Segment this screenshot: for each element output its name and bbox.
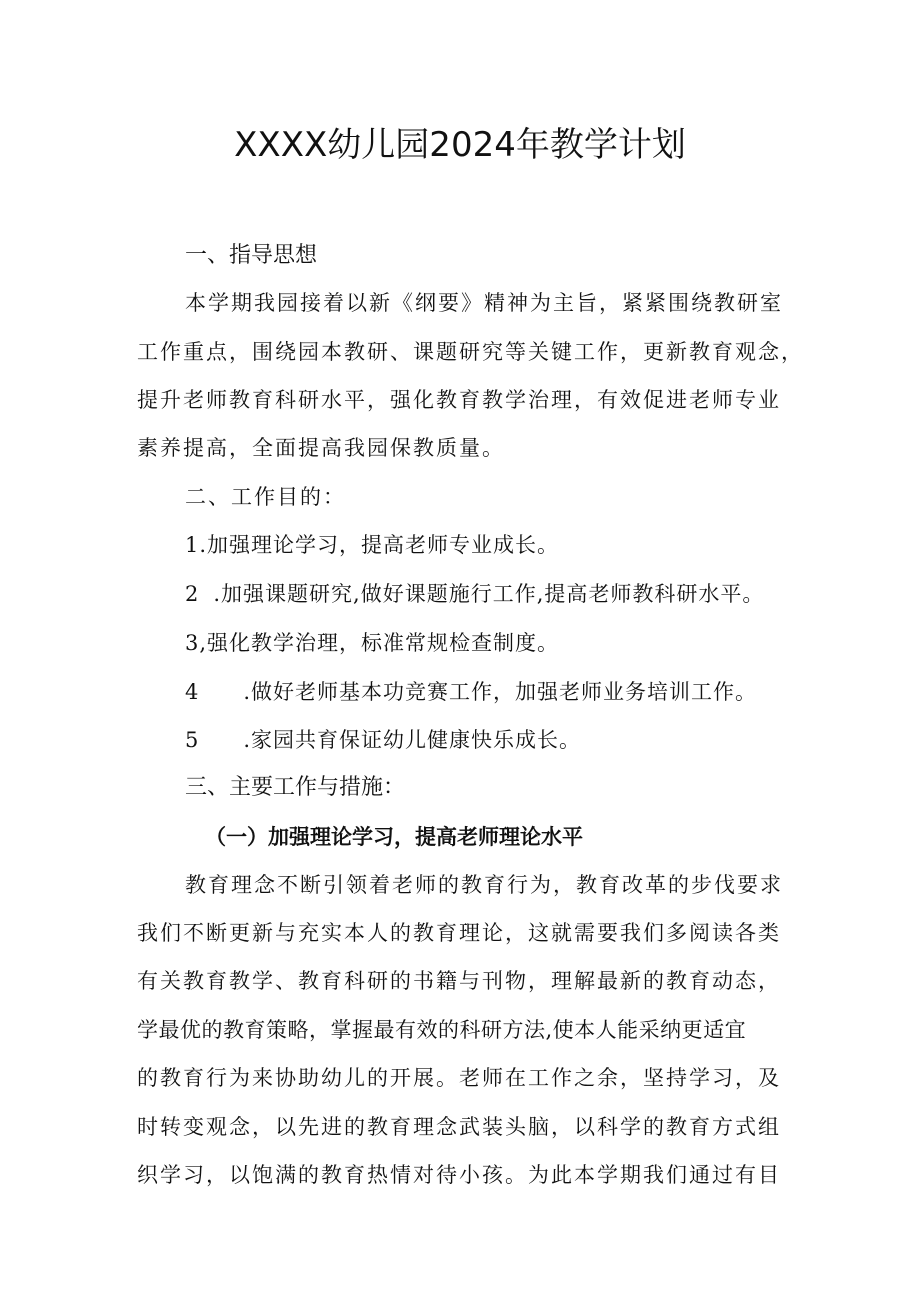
goal-item xyxy=(185,725,581,755)
paragraph-line: 织学习，以饱满的教育热情对待小孩。为此本学期我们通过有目 xyxy=(137,1163,781,1187)
paragraph-line: 本学期我园接着以新《纲要》精神为主旨，紧紧围绕教研室 xyxy=(185,291,783,315)
goal-text: .做好老师基本功竞赛工作，加强老师业务培训工作。 xyxy=(243,680,758,704)
goal-text: .加强课题研究,做好课题施行工作,提高老师教科研水平。 xyxy=(213,582,765,606)
paragraph-line: 有关教育教学、教育科研的书籍与刊物，理解最新的教育动态， xyxy=(137,969,781,993)
goal-number: 3, xyxy=(185,631,208,655)
goal-text: 强化教学治理，标准常规检查制度。 xyxy=(207,631,560,655)
goal-number: 5 xyxy=(185,728,200,752)
goal-number: 1. xyxy=(185,533,208,557)
section-heading-guiding-ideology: 一、指导思想 xyxy=(185,243,318,268)
paragraph-line: 工作重点，围绕园本教研、课题研究等关键工作，更新教育观念， xyxy=(137,340,804,364)
goal-text: 加强理论学习，提高老师专业成长。 xyxy=(207,533,560,557)
paragraph-line: 的教育行为来协助幼儿的开展。老师在工作之余，坚持学习，及 xyxy=(137,1066,781,1090)
section-heading-main-work: 三、主要工作与措施： xyxy=(185,775,406,800)
paragraph-line: 教育理念不断引领着老师的教育行为，教育改革的步伐要求 xyxy=(185,873,783,897)
paragraph-line: 学最优的教育策略，掌握最有效的科研方法,使本人能采纳更适宜 xyxy=(137,1018,747,1042)
goal-item xyxy=(185,530,559,560)
subsection-heading: （一）加强理论学习，提高老师理论水平 xyxy=(205,824,583,849)
goal-number: 4 xyxy=(185,680,200,704)
goal-number: 2 xyxy=(185,582,200,606)
paragraph-line: 时转变观念，以先进的教育理念武装头脑，以科学的教育方式组 xyxy=(137,1115,781,1139)
goal-item xyxy=(185,677,757,707)
paragraph-line: 素养提高，全面提高我园保教质量。 xyxy=(137,436,505,460)
goal-text: .家园共育保证幼儿健康快乐成长。 xyxy=(243,728,582,752)
paragraph-line: 提升老师教育科研水平，强化教育教学治理，有效促进老师专业 xyxy=(137,388,781,412)
section-heading-work-goals: 二、工作目的： xyxy=(185,485,346,509)
goal-item xyxy=(185,579,764,609)
paragraph-line: 我们不断更新与充实本人的教育理论，这就需要我们多阅读各类 xyxy=(137,921,781,945)
document-title: XXXX幼儿园2024年教学计划 xyxy=(234,125,686,165)
goal-item xyxy=(185,628,559,658)
